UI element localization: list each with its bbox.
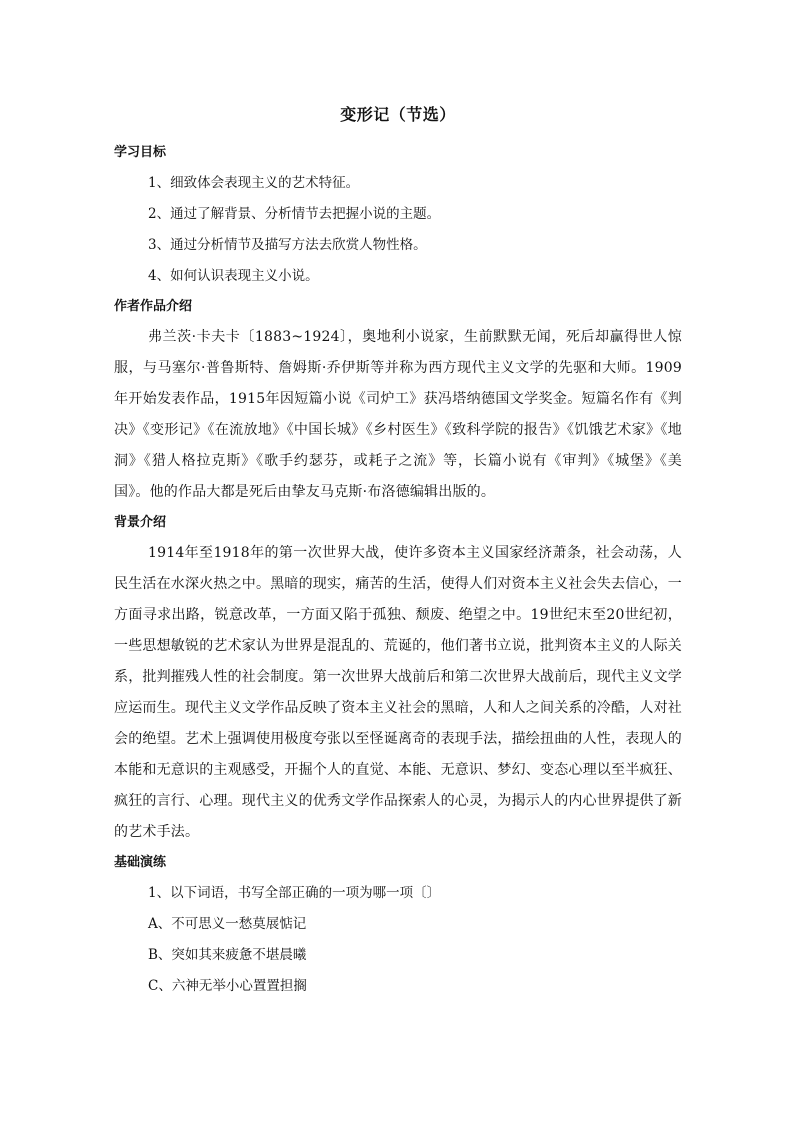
option-item: A、不可思义一愁莫展惦记	[148, 916, 307, 932]
option-item: C、六神无举小心置置担搁	[148, 978, 307, 994]
option-item: B、突如其来疲惫不堪晨曦	[148, 947, 307, 963]
section-background	[114, 508, 682, 848]
list-item: 3、通过分析情节及描写方法去欣赏人物性格。	[148, 237, 427, 253]
section-exercises	[114, 848, 682, 1002]
section-author-intro	[114, 292, 682, 508]
list-item: 4、如何认识表现主义小说。	[148, 268, 319, 284]
paragraph: 1914年至1918年的第一次世界大战，使许多资本主义国家经济萧条，社会动荡，人民生活在水深火热之中。黑暗的现实，痛苦的生活，使得人们对资本主义社会失去信心，一方面寻求出路，锐意改革，一方面又陷于孤独、颓废、绝望之中。19世纪末至20世纪初，一些思想敏锐的艺术家认为世界是混乱的、荒诞的，他们著书立说，批判资本主义的人际关系，批判摧残人性的社会制度。第一次世界大战前后和第二次世界大战前后，现代主义文学应运而生。现代主义文学作品反映了资本主义社会的黑暗，人和人之间关系的冷酷，人对社会的绝望。艺术上强调使用极度夸张以至怪诞离奇的表现手法，描绘扭曲的人性，表现人的本能和无意识的主观感受，开掘个人的直觉、本能、无意识、梦幻、变态心理以至半疯狂、疯狂的言行、心理。现代主义的优秀文学作品探索人的心灵，为揭示人的内心世界提供了新的艺术手法。	[114, 545, 682, 840]
list-item: 1、细致体会表现主义的艺术特征。	[148, 175, 360, 191]
document-title: 变形记（节选）	[340, 105, 456, 124]
paragraph: 弗兰茨·卡夫卡〔1883~1924〕，奥地利小说家，生前默默无闻，死后却赢得世人惊服，与马塞尔·普鲁斯特、詹姆斯·乔伊斯等并称为西方现代主义文学的先驱和大师。1909年开始发表作品，1915年因短篇小说《司炉工》获冯塔纳德国文学奖金。短篇名作有《判决》《变形记》《在流放地》《中国长城》《乡村医生》《致科学院的报告》《饥饿艺术家》《地洞》《猎人格拉克斯》《歌手约瑟芬，或耗子之流》等，长篇小说有《审判》《城堡》《美国》。他的作品大都是死后由挚友马克斯·布洛德编辑出版的。	[114, 329, 682, 500]
section-heading: 作者作品介绍	[114, 299, 193, 314]
document-page	[114, 100, 682, 1002]
section-learning-goals	[114, 138, 682, 292]
section-heading: 背景介绍	[114, 515, 167, 530]
list-item: 2、通过了解背景、分析情节去把握小说的主题。	[148, 206, 441, 222]
section-heading: 基础演练	[114, 855, 167, 870]
question-item: 1、以下词语，书写全部正确的一项为哪一项〔〕	[148, 885, 441, 901]
section-heading: 学习目标	[114, 145, 167, 160]
